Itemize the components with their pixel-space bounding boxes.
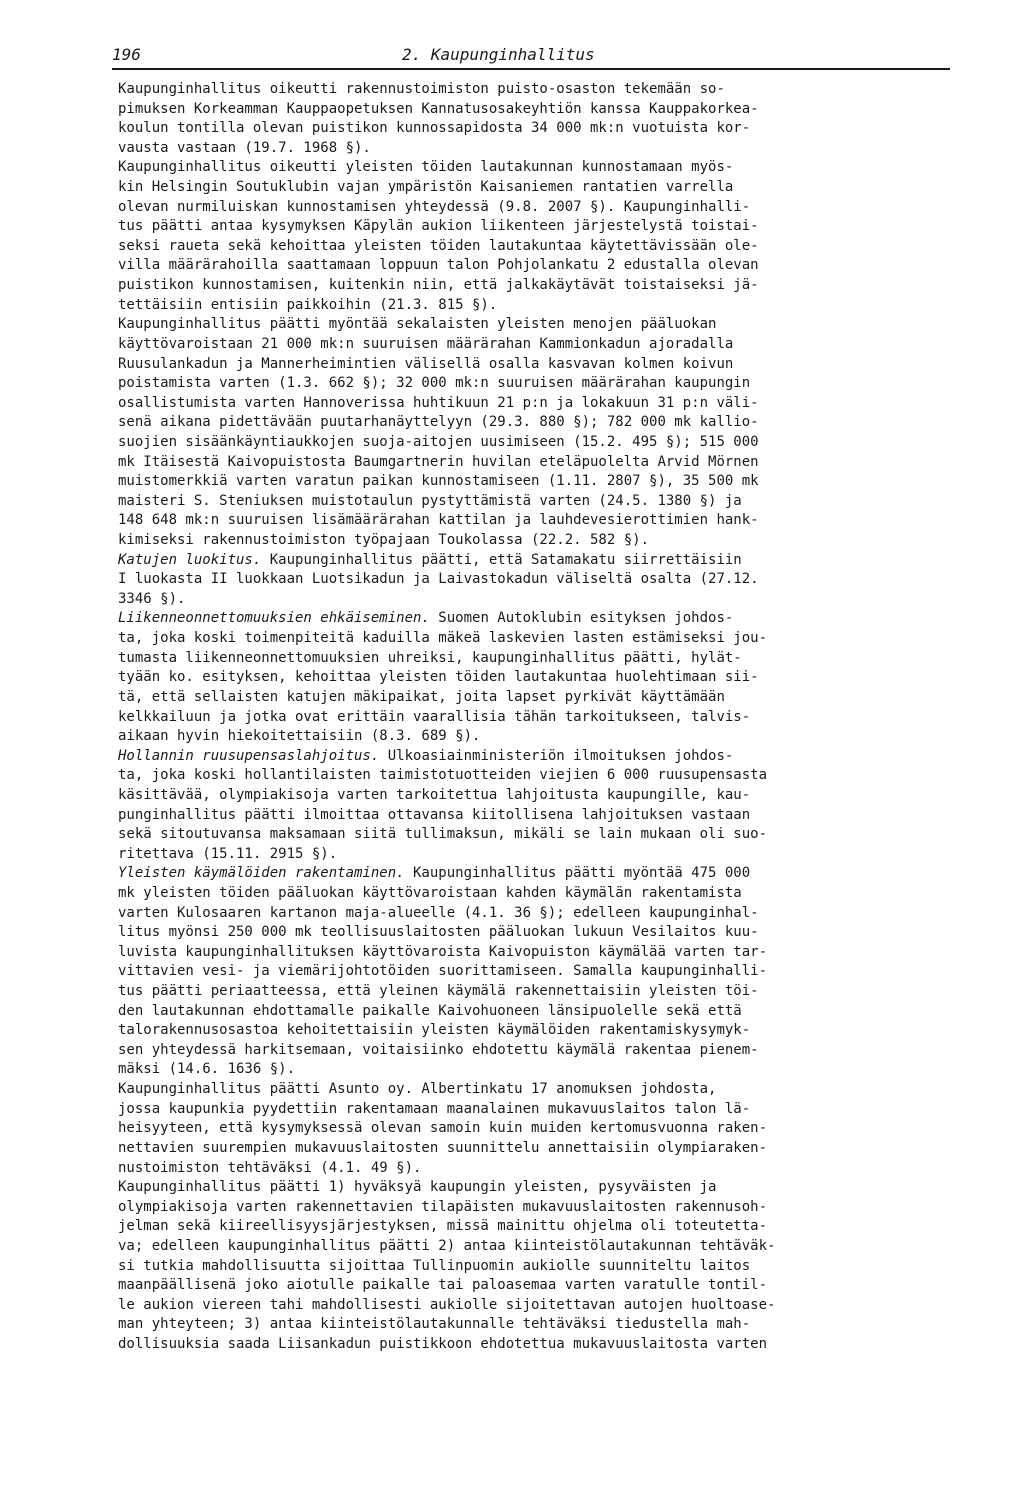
- text-run: maisteri S. Steniuksen muistotaulun pystyttämistä varten (24.5. 1380 §) ja: [118, 492, 742, 509]
- text-run: Kaupunginhallitus päätti 1) hyväksyä kaupungin yleisten, pysyväisten ja: [118, 1179, 717, 1196]
- text-line: [118, 786, 966, 806]
- text-line: [118, 1080, 966, 1100]
- text-run: man yhteyteen; 3) antaa kiinteistölautakunnalle tehtäväksi tiedustella mah-: [118, 1316, 751, 1333]
- text-line: [118, 1139, 966, 1159]
- text-line: [118, 1276, 966, 1296]
- text-run: käyttövaroistaan 21 000 mk:n suuruisen määrärahan Kammionkadun ajoradalla: [118, 335, 734, 352]
- text-line: [118, 766, 966, 786]
- text-line: [118, 1060, 966, 1080]
- text-line: [118, 433, 966, 453]
- text-run: litus myönsi 250 000 mk teollisuuslaitosten pääluokan lukuun Vesilaitos kuu-: [118, 924, 759, 941]
- page-header: [112, 44, 950, 70]
- text-line: [118, 492, 966, 512]
- text-run: villa määrärahoilla saattamaan loppuun talon Pohjolankatu 2 edustalla olevan: [118, 257, 759, 274]
- running-title: 2. Kaupunginhallitus: [402, 45, 595, 64]
- text-run: jossa kaupunkia pyydettiin rakentamaan maanalainen mukavuuslaitos talon lä-: [118, 1100, 751, 1117]
- text-run: nettavien suurempien mukavuuslaitosten suunnittelu annettaisiin olympiaraken-: [118, 1139, 768, 1156]
- text-line: [118, 943, 966, 963]
- text-run: kimiseksi rakennustoimiston työpajaan Toukolassa (22.2. 582 §).: [118, 532, 650, 549]
- text-line: [118, 708, 966, 728]
- text-line: [118, 276, 966, 296]
- text-run: vittavien vesi- ja viemärijohtotöiden suorittamiseen. Samalla kaupunginhalli-: [118, 963, 768, 980]
- text-line: [118, 1021, 966, 1041]
- text-run: 148 648 mk:n suuruisen lisämäärärahan kattilan ja lauhdevesierottimien hank-: [118, 512, 759, 529]
- text-run: poistamista varten (1.3. 662 §); 32 000 mk:n suuruisen määrärahan kaupungin: [118, 375, 751, 392]
- text-line: [118, 1296, 966, 1316]
- text-run: käsittävää, olympiakisoja varten tarkoitettua lahjoitusta kaupungille, kau-: [118, 786, 751, 803]
- text-run: tyään ko. esityksen, kehoittaa yleisten töiden lautakuntaa huolehtimaan sii-: [118, 669, 759, 686]
- text-run: Kaupunginhallitus päätti myöntää sekalaisten yleisten menojen pääluokan: [118, 316, 717, 333]
- text-line: [118, 217, 966, 237]
- text-line: [118, 413, 966, 433]
- text-line: [118, 747, 966, 767]
- text-run: sen yhteydessä harkitsemaan, voitaisiinko ehdotettu käymälä rakentaa pienem-: [118, 1041, 759, 1058]
- text-run: aikaan hyvin hiekoitettaisiin (8.3. 689 §).: [118, 728, 481, 745]
- text-line: [118, 453, 966, 473]
- text-line: [118, 1217, 966, 1237]
- text-line: [118, 1159, 966, 1179]
- text-line: [118, 80, 966, 100]
- text-run: Kaupunginhallitus päätti, että Satamakatu siirrettäisiin: [261, 551, 742, 568]
- text-run: senä aikana pidettävään puutarhanäyttelyyn (29.3. 880 §); 782 000 mk kallio-: [118, 414, 759, 431]
- text-line: [118, 962, 966, 982]
- text-line: [118, 923, 966, 943]
- text-run: puistikon kunnostamisen, kuitenkin niin, että jalkakäytävät toistaiseksi jä-: [118, 277, 759, 294]
- page-number: 196: [112, 45, 141, 64]
- text-line: [118, 806, 966, 826]
- text-line: [118, 668, 966, 688]
- text-run: sekä sitoutuvansa maksamaan siitä tullimaksun, mikäli se lain mukaan oli suo-: [118, 826, 768, 843]
- text-line: [118, 884, 966, 904]
- section-heading: Hollannin ruusupensaslahjoitus.: [118, 747, 380, 764]
- text-run: olympiakisoja varten rakennettavien tilapäisten mukavuuslaitosten rakennusoh-: [118, 1198, 768, 1215]
- text-run: Ruusulankadun ja Mannerheimintien välisellä osalla kasvavan kolmen koivun: [118, 355, 734, 372]
- text-run: kin Helsingin Soutuklubin vajan ympäristön Kaisaniemen rantatien varrella: [118, 179, 734, 196]
- text-line: [118, 1257, 966, 1277]
- text-line: [118, 825, 966, 845]
- text-run: koulun tontilla olevan puistikon kunnossapidosta 34 000 mk:n vuotuista kor-: [118, 120, 751, 137]
- text-line: [118, 649, 966, 669]
- text-run: dollisuuksia saada Liisankadun puistikkoon ehdotettua mukavuuslaitosta varten: [118, 1336, 768, 1352]
- text-run: ritettava (15.11. 2915 §).: [118, 845, 338, 862]
- text-run: olevan nurmiluiskan kunnostamisen yhteydessä (9.8. 2007 §). Kaupunginhalli-: [118, 198, 751, 215]
- text-run: mäksi (14.6. 1636 §).: [118, 1061, 296, 1078]
- text-run: mk Itäisestä Kaivopuistosta Baumgartnerin huvilan eteläpuolelta Arvid Mörnen: [118, 453, 759, 470]
- text-line: [118, 178, 966, 198]
- text-run: seksi raueta sekä kehoittaa yleisten töiden lautakuntaa käytettävissään ole-: [118, 237, 759, 254]
- text-line: [118, 1002, 966, 1022]
- text-line: [118, 1178, 966, 1198]
- text-line: [118, 531, 966, 551]
- text-run: Kaupunginhallitus oikeutti rakennustoimiston puisto-osaston tekemään so-: [118, 81, 725, 97]
- text-line: [118, 845, 966, 865]
- text-run: I luokasta II luokkaan Luotsikadun ja Laivastokadun väliseltä osalta (27.12.: [118, 571, 759, 588]
- text-line: [118, 374, 966, 394]
- text-line: [118, 1198, 966, 1218]
- text-run: si tutkia mahdollisuutta sijoittaa Tullinpuomin aukiolle suunniteltu laitos: [118, 1257, 751, 1274]
- text-line: [118, 551, 966, 571]
- text-run: tus päätti antaa kysymyksen Käpylän aukion liikenteen järjestelystä toistai-: [118, 218, 759, 235]
- text-line: [118, 727, 966, 747]
- text-line: [118, 355, 966, 375]
- text-run: muistomerkkiä varten varatun paikan kunnostamiseen (1.11. 2807 §), 35 500 mk: [118, 473, 759, 490]
- text-run: Kaupunginhallitus päätti myöntää 475 000: [404, 865, 751, 882]
- section-heading: Yleisten käymälöiden rakentaminen.: [118, 865, 405, 882]
- text-run: mk yleisten töiden pääluokan käyttövaroistaan kahden käymälän rakentamista: [118, 884, 742, 901]
- text-line: [118, 100, 966, 120]
- text-run: jelman sekä kiireellisyysjärjestyksen, missä mainittu ohjelma oli toteutetta-: [118, 1218, 768, 1235]
- section-heading: Katujen luokitus.: [118, 551, 262, 568]
- text-line: [118, 1315, 966, 1335]
- text-run: tumasta liikenneonnettomuuksien uhreiksi, kaupunginhallitus päätti, hylät-: [118, 649, 742, 666]
- text-line: [118, 198, 966, 218]
- text-run: ta, joka koski hollantilaisten taimistotuotteiden viejien 6 000 ruusupensasta: [118, 767, 768, 784]
- text-line: [118, 1335, 966, 1355]
- text-line: [118, 688, 966, 708]
- text-line: [118, 315, 966, 335]
- body-text: [118, 80, 966, 1355]
- text-line: [118, 256, 966, 276]
- text-line: [118, 982, 966, 1002]
- text-run: le aukion viereen tahi mahdollisesti aukiolle sijoitettavan autojen huoltoase-: [118, 1296, 776, 1313]
- text-run: nustoimiston tehtäväksi (4.1. 49 §).: [118, 1159, 422, 1176]
- text-line: [118, 394, 966, 414]
- text-run: varten Kulosaaren kartanon maja-alueelle (4.1. 36 §); edelleen kaupunginhal-: [118, 904, 759, 921]
- text-run: Kaupunginhallitus päätti Asunto oy. Albertinkatu 17 anomuksen johdosta,: [118, 1081, 717, 1098]
- text-line: [118, 511, 966, 531]
- text-line: [118, 237, 966, 257]
- text-line: [118, 570, 966, 590]
- text-run: tettäisiin entisiin paikkoihin (21.3. 815 §).: [118, 296, 498, 313]
- text-line: [118, 1237, 966, 1257]
- text-line: [118, 864, 966, 884]
- text-run: osallistumista varten Hannoverissa huhtikuun 21 p:n ja lokakuun 31 p:n väli-: [118, 394, 759, 411]
- text-line: [118, 119, 966, 139]
- text-run: tä, että sellaisten katujen mäkipaikat, joita lapset pyrkivät käyttämään: [118, 688, 725, 705]
- text-run: Suomen Autoklubin esityksen johdos-: [429, 610, 734, 627]
- text-line: [118, 609, 966, 629]
- text-line: [118, 472, 966, 492]
- section-heading: Liikenneonnettomuuksien ehkäiseminen.: [118, 610, 430, 627]
- text-line: [118, 1119, 966, 1139]
- text-line: [118, 1041, 966, 1061]
- text-line: [118, 590, 966, 610]
- text-run: tus päätti periaatteessa, että yleinen käymälä rakennettaisiin yleisten töi-: [118, 983, 759, 1000]
- text-run: suojien sisäänkäyntiaukkojen suoja-aitojen uusimiseen (15.2. 495 §); 515 000: [118, 433, 759, 450]
- text-run: 3346 §).: [118, 590, 186, 607]
- text-line: [118, 1100, 966, 1120]
- text-run: pimuksen Korkeamman Kauppaopetuksen Kannatusosakeyhtiön kanssa Kauppakorkea-: [118, 100, 759, 117]
- text-run: den lautakunnan ehdottamalle paikalle Kaivohuoneen länsipuolelle sekä että: [118, 1002, 742, 1019]
- text-run: Kaupunginhallitus oikeutti yleisten töiden lautakunnan kunnostamaan myös-: [118, 159, 734, 176]
- text-run: ta, joka koski toimenpiteitä kaduilla mäkeä laskevien lasten estämiseksi jou-: [118, 630, 768, 647]
- text-run: kelkkailuun ja jotka ovat erittäin vaarallisia tähän tarkoitukseen, talvis-: [118, 708, 751, 725]
- text-run: maanpäällisenä joko aiotulle paikalle tai paloasemaa varten varatulle tontil-: [118, 1277, 768, 1294]
- text-run: luvista kaupunginhallituksen käyttövaroista Kaivopuiston käymälää varten tar-: [118, 943, 768, 960]
- text-run: punginhallitus päätti ilmoittaa ottavansa kiitollisena lahjoituksen vastaan: [118, 806, 751, 823]
- text-run: vausta vastaan (19.7. 1968 §).: [118, 139, 371, 156]
- text-line: [118, 296, 966, 316]
- text-line: [118, 335, 966, 355]
- text-line: [118, 629, 966, 649]
- text-line: [118, 158, 966, 178]
- text-run: Ulkoasiainministeriön ilmoituksen johdos-: [379, 747, 734, 764]
- text-run: talorakennusosastoa kehoitettaisiin yleisten käymälöiden rakentamiskysymyk-: [118, 1022, 751, 1039]
- text-line: [118, 139, 966, 159]
- text-run: va; edelleen kaupunginhallitus päätti 2) antaa kiinteistölautakunnan tehtäväk-: [118, 1237, 776, 1254]
- text-line: [118, 904, 966, 924]
- text-run: heisyyteen, että kysymyksessä olevan samoin kuin muiden kertomusvuonna raken-: [118, 1120, 768, 1137]
